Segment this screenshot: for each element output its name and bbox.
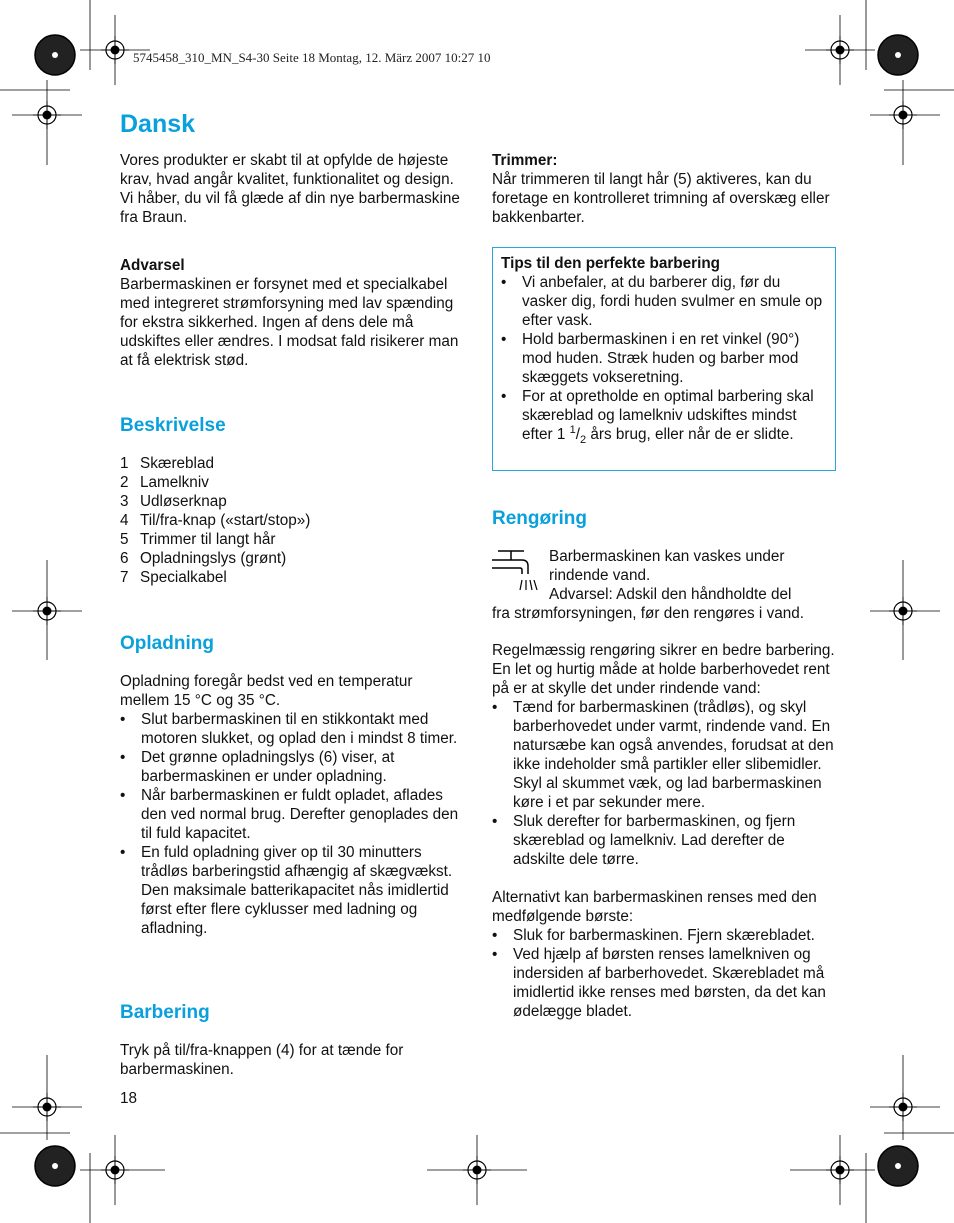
intro-text: Vores produkter er skabt til at opfylde de højeste krav, hvad angår kvalitet, funktionalitet og design. Vi håber, du vil få glæde af din nye barbermaskine fra Braun. xyxy=(120,152,460,226)
list-item: • Ved hjælp af børsten renses lamelkniven og indersiden af barberhovedet. Skærebladet må imidlertid ikke renses med børsten, da det kan ødelægge bladet. xyxy=(492,945,837,1021)
tips-box xyxy=(492,247,836,471)
charging-section xyxy=(120,672,465,938)
list-item: • En fuld opladning giver op til 30 minutters trådløs barberingstid afhængig af skægvækst. Den maksimale batterikapacitet nås imidlertid først efter flere cyklusser med ladning og afladning. xyxy=(120,843,465,938)
running-water-icon xyxy=(492,548,542,594)
list-item: • Slut barbermaskinen til en stikkontakt med motoren slukket, og oplad den i mindst 8 timer. xyxy=(120,710,465,748)
cleaning-section xyxy=(492,641,837,1021)
list-item: 7 Specialkabel xyxy=(120,569,227,586)
cleaning-list-1 xyxy=(492,698,837,869)
warning-section xyxy=(120,256,465,370)
charging-heading: Opladning xyxy=(120,633,214,654)
list-item: 2 Lamelkniv xyxy=(120,474,209,491)
list-item: 3 Udløserknap xyxy=(120,493,227,510)
charging-intro: Opladning foregår bedst ved en temperatur mellem 15 °C og 35 °C. xyxy=(120,673,413,709)
list-item: • Sluk for barbermaskinen. Fjern skærebladet. xyxy=(492,926,837,945)
description-list xyxy=(120,454,465,587)
list-item: • Sluk derefter for barbermaskinen, og fjern skæreblad og lamelkniv. Lad derefter de adskilte dele tørre. xyxy=(492,812,837,869)
tips-list xyxy=(501,273,826,447)
page-title: Dansk xyxy=(120,110,196,138)
list-item: • Det grønne opladningslys (6) viser, at barbermaskinen er under opladning. xyxy=(120,748,465,786)
trimmer-heading: Trimmer: xyxy=(492,152,558,169)
page-number: 18 xyxy=(120,1090,138,1107)
trimmer-section xyxy=(492,151,837,227)
list-item: • Hold barbermaskinen i en ret vinkel (90°) mod huden. Stræk huden og barber mod skæggets vokseretning. xyxy=(501,330,826,387)
list-item: • For at opretholde en optimal barbering skal skæreblad og lamelkniv udskiftes mindst efter 1 $^1/_2$ års brug, eller når de er slidte. xyxy=(501,387,826,444)
shaving-heading: Barbering xyxy=(120,1002,210,1023)
list-item: 4 Til/fra-knap («start/stop») xyxy=(120,512,311,529)
tips-heading: Tips til den perfekte barbering xyxy=(501,255,721,272)
shaving-text: Tryk på til/fra-knappen (4) for at tænde for barbermaskinen. xyxy=(120,1042,404,1078)
list-item: • Tænd for barbermaskinen (trådløs), og skyl barberhovedet under varmt, rindende vand. En natursæbe kan også anvendes, forudsat at den ikke indeholder små partikler eller slibemidler. Skyl al skummet væk, og lad barbermaskinen køre i et par sekunder mere. xyxy=(492,698,837,812)
cleaning-heading: Rengøring xyxy=(492,508,587,529)
cleaning-icon-text-line4: fra strømforsyningen, før den rengøres i vand. xyxy=(492,605,805,622)
list-item: • Vi anbefaler, at du barberer dig, før du vasker dig, fordi huden svulmer en smule op efter vask. xyxy=(501,273,826,330)
list-item: 1 Skæreblad xyxy=(120,455,214,472)
cleaning-para2: Alternativt kan barbermaskinen renses med den medfølgende børste: xyxy=(492,889,817,925)
cleaning-list-2 xyxy=(492,926,837,1021)
charging-list xyxy=(120,710,465,938)
warning-heading: Advarsel xyxy=(120,257,185,274)
description-heading: Beskrivelse xyxy=(120,415,226,436)
cleaning-icon-text: Barbermaskinen kan vaskes under rindende vand. Advarsel: Adskil den håndholdte del xyxy=(549,548,792,603)
trimmer-text: Når trimmeren til langt hår (5) aktiveres, kan du foretage en kontrolleret trimning af overskæg eller bakkenbarter. xyxy=(492,171,830,226)
list-item: • Når barbermaskinen er fuldt opladet, aflades den ved normal brug. Derefter genoplades den til fuld kapacitet. xyxy=(120,786,465,843)
cleaning-para1: Regelmæssig rengøring sikrer en bedre barbering. En let og hurtig måde at holde barberhovedet rent på er at skylle det under rindende vand: xyxy=(492,642,835,697)
list-item: 5 Trimmer til langt hår xyxy=(120,531,276,548)
list-item: 6 Opladningslys (grønt) xyxy=(120,550,287,567)
warning-text: Barbermaskinen er forsynet med et specialkabel med integreret strømforsyning med lav spænding for ekstra sikkerhed. Ingen af dens dele må udskiftes eller ændres. I modsat fald risikerer man at få elektrisk stød. xyxy=(120,276,459,369)
print-info-line: 5745458_310_MN_S4-30 Seite 18 Montag, 12. März 2007 10:27 10 xyxy=(133,50,491,65)
